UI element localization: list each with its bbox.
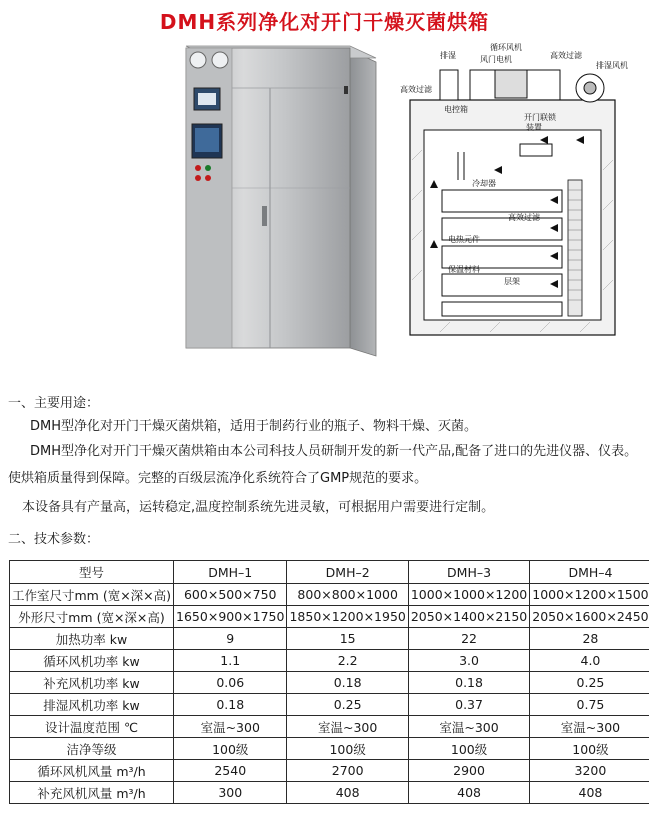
table-header-cell: DMH–3 <box>408 561 529 584</box>
table-cell: 100级 <box>530 738 649 760</box>
table-cell: 408 <box>530 782 649 804</box>
label-door-interlock: 开门联锁 <box>524 113 556 122</box>
table-cell: 室温~300 <box>408 716 529 738</box>
table-cell: 2540 <box>174 760 287 782</box>
table-cell: 补充风机风量 m³/h <box>10 782 174 804</box>
label-device: 装置 <box>526 123 542 132</box>
usage-heading: 一、主要用途： <box>8 396 100 411</box>
label-dehumid-fan: 排湿风机 <box>596 61 628 70</box>
table-cell: 1650×900×1750 <box>174 606 287 628</box>
airflow-schematic-diagram <box>400 40 640 370</box>
table-cell: 补充风机功率 kw <box>10 672 174 694</box>
table-cell: 100级 <box>174 738 287 760</box>
table-cell: 9 <box>174 628 287 650</box>
table-row <box>10 606 649 628</box>
table-cell: 室温~300 <box>287 716 408 738</box>
table-cell: 1850×1200×1950 <box>287 606 408 628</box>
table-cell: 0.37 <box>408 694 529 716</box>
label-hepa-left: 高效过滤 <box>400 85 432 94</box>
table-cell: 循环风机风量 m³/h <box>10 760 174 782</box>
table-row <box>10 694 649 716</box>
table-cell: 3.0 <box>408 650 529 672</box>
page-title: DMH系列净化对开门干燥灭菌烘箱 <box>159 10 490 34</box>
table-cell: 28 <box>530 628 649 650</box>
table-row <box>10 716 649 738</box>
table-cell: 22 <box>408 628 529 650</box>
usage-paragraph-4: 本设备具有产量高，运转稳定,温度控制系统先进灵敏，可根据用户需要进行定制。 <box>22 500 495 515</box>
table-cell: 15 <box>287 628 408 650</box>
table-row <box>10 628 649 650</box>
table-cell: 2050×1400×2150 <box>408 606 529 628</box>
label-rack: 层架 <box>504 277 520 286</box>
table-cell: 0.06 <box>174 672 287 694</box>
table-row <box>10 782 649 804</box>
table-cell: 外形尺寸mm (宽×深×高) <box>10 606 174 628</box>
table-cell: 2700 <box>287 760 408 782</box>
table-cell: 2050×1600×2450 <box>530 606 649 628</box>
usage-paragraph-1: DMH型净化对开门干燥灭菌烘箱，适用于制药行业的瓶子、物料干燥、灭菌。 <box>30 419 478 434</box>
table-cell: 1.1 <box>174 650 287 672</box>
table-cell: 0.75 <box>530 694 649 716</box>
params-heading: 二、技术参数： <box>8 532 100 547</box>
table-row <box>10 584 649 606</box>
table-cell: 0.18 <box>287 672 408 694</box>
table-cell: 2.2 <box>287 650 408 672</box>
table-row <box>10 760 649 782</box>
table-cell: 1000×1000×1200 <box>408 584 529 606</box>
table-header-cell: DMH–1 <box>174 561 287 584</box>
table-cell: 600×500×750 <box>174 584 287 606</box>
table-row <box>10 672 649 694</box>
table-cell: 设计温度范围 ℃ <box>10 716 174 738</box>
label-electric-cabinet: 电控箱 <box>444 105 468 114</box>
table-header-row <box>10 561 649 584</box>
usage-paragraph-2: DMH型净化对开门干燥灭菌烘箱由本公司科技人员研制开发的新一代产品,配备了进口的先进仪器、仪表。 <box>30 444 638 459</box>
table-row <box>10 650 649 672</box>
table-header-cell: 型号 <box>10 561 174 584</box>
table-cell: 100级 <box>287 738 408 760</box>
oven-cabinet-image <box>170 38 390 363</box>
table-cell: 0.18 <box>174 694 287 716</box>
table-cell: 室温~300 <box>174 716 287 738</box>
table-cell: 加热功率 kw <box>10 628 174 650</box>
table-cell: 0.18 <box>408 672 529 694</box>
table-header-cell: DMH–4 <box>530 561 649 584</box>
table-cell: 工作室尺寸mm (宽×深×高) <box>10 584 174 606</box>
table-cell: 排湿风机功率 kw <box>10 694 174 716</box>
table-cell: 1000×1200×1500 <box>530 584 649 606</box>
table-cell: 0.25 <box>287 694 408 716</box>
label-circulation-fan: 循环风机 <box>490 43 522 52</box>
table-cell: 408 <box>408 782 529 804</box>
label-heater: 电热元件 <box>448 235 480 244</box>
table-cell: 100级 <box>408 738 529 760</box>
table-cell: 循环风机功率 kw <box>10 650 174 672</box>
label-hepa-inner: 高效过滤 <box>508 213 540 222</box>
table-header-cell: DMH–2 <box>287 561 408 584</box>
spec-table <box>9 560 649 804</box>
label-cooler: 冷却器 <box>472 179 496 188</box>
label-insulation: 保温材料 <box>448 265 480 274</box>
label-exhaust: 排湿 <box>440 51 456 60</box>
label-hepa-top: 高效过滤 <box>550 51 582 60</box>
table-cell: 洁净等级 <box>10 738 174 760</box>
table-cell: 3200 <box>530 760 649 782</box>
table-cell: 室温~300 <box>530 716 649 738</box>
label-fan-motor: 风门电机 <box>480 55 512 64</box>
table-cell: 300 <box>174 782 287 804</box>
table-cell: 408 <box>287 782 408 804</box>
usage-paragraph-3: 使烘箱质量得到保障。完整的百级层流净化系统符合了GMP规范的要求。 <box>8 471 428 486</box>
table-cell: 0.25 <box>530 672 649 694</box>
table-cell: 4.0 <box>530 650 649 672</box>
table-row <box>10 738 649 760</box>
table-cell: 800×800×1000 <box>287 584 408 606</box>
table-cell: 2900 <box>408 760 529 782</box>
